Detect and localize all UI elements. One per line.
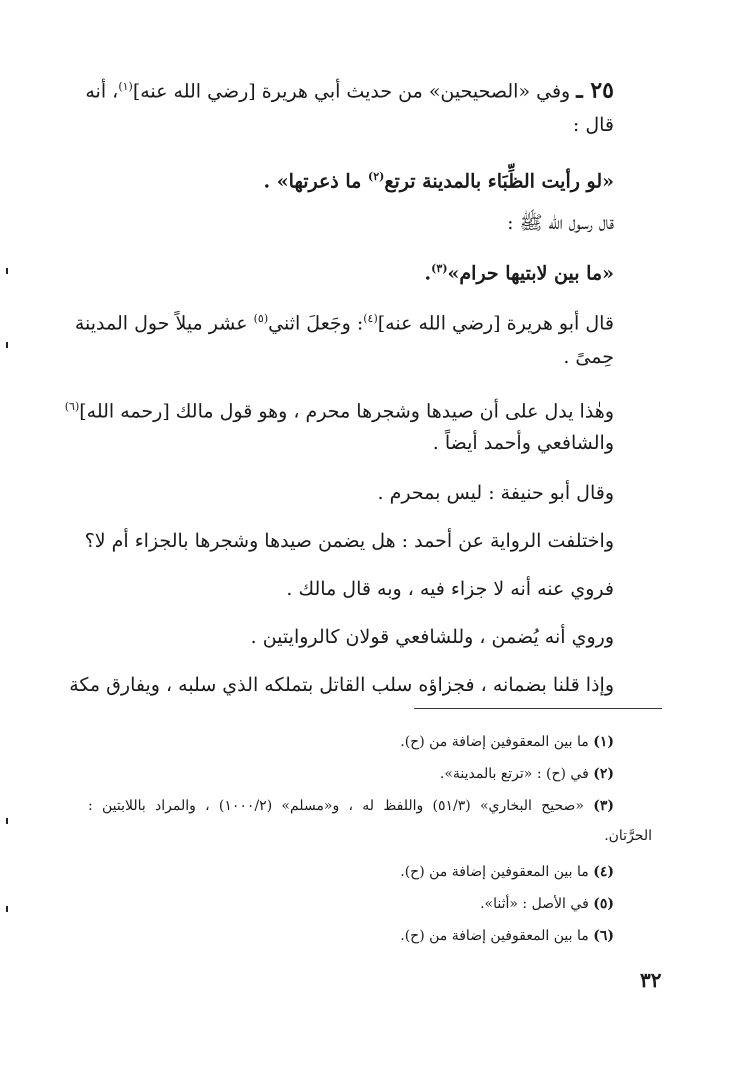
hadith-quote-2: [425, 256, 614, 286]
narration-intro: قال رسول الله ﷺ :: [507, 212, 614, 234]
paragraph-25-line-2: قال :: [572, 114, 614, 136]
footnote-number: (٤): [593, 864, 614, 880]
footnote-ref[interactable]: (١): [118, 80, 133, 93]
footnote-number: (٥): [593, 896, 614, 912]
footnote-ref[interactable]: (٢): [367, 170, 385, 183]
paragraph-if-compensated: وإذا قلنا بضمانه ، فجزاؤه سلب القاتل بتملكه الذي سلبه ، ويفارق مكة: [69, 674, 614, 696]
footnote-text: «صحيح البخاري» (٥١/٣) واللفظ له ، و«مسلم» (١٠٠٠/٢) ، والمراد باللابتين :: [88, 798, 584, 814]
text-segment: ما ذعرتها» .: [263, 170, 362, 193]
text-segment: «لو رأيت الظِّبَاء بالمدينة ترتع: [384, 170, 614, 193]
footnote-number: (١): [593, 734, 614, 750]
footnote-text: ما بين المعقوفين إضافة من (ح).: [400, 864, 589, 880]
text-segment: .: [424, 262, 432, 285]
scan-mark: [6, 906, 8, 912]
footnote-text: في (ح) : «ترتع بالمدينة».: [439, 766, 589, 782]
text-segment: وفي «الصحيحين» من حديث أبي هريرة [رضي الله عنه]: [132, 80, 571, 103]
paragraph-25-line-1: [85, 74, 614, 104]
item-number: ٢٥ ـ: [576, 77, 614, 104]
footnote-text: في الأصل : «أثنا».: [480, 896, 589, 912]
text-segment: وهٰذا يدل على أن صيدها وشجرها محرم ، وهو قول مالك [رحمه الله]: [79, 400, 614, 423]
page-number: ٣٢: [640, 968, 662, 992]
footnote-6: [400, 926, 614, 946]
footnote-5: [480, 894, 614, 914]
footnote-3-line-2: الحرَّتان.: [604, 828, 652, 844]
footnote-number: (٢): [593, 766, 614, 782]
text-segment: قال أبو هريرة [رضي الله عنه]: [377, 312, 614, 335]
footnote-2: [440, 764, 614, 784]
footnote-separator: [414, 708, 662, 709]
scan-mark: [6, 268, 8, 274]
scan-mark: [6, 818, 8, 824]
footnote-text: ما بين المعقوفين إضافة من (ح).: [400, 734, 589, 750]
footnote-ref[interactable]: (٥): [253, 312, 269, 325]
footnote-ref[interactable]: (٣): [431, 262, 448, 275]
paragraph-narration-differs: واختلفت الرواية عن أحمد : هل يضمن صيدها وشجرها بالجزاء أم لا؟: [84, 530, 614, 552]
scan-mark: [6, 342, 8, 348]
paragraph-no-compensation: فروي عنه أنه لا جزاء فيه ، وبه قال مالك .: [286, 578, 614, 600]
footnote-number: (٣): [593, 798, 614, 814]
footnote-1: [400, 732, 614, 752]
text-segment: ، أنه: [85, 80, 119, 103]
paragraph-abu-hurayra-line-1: [74, 306, 614, 336]
paragraph-abu-hanifa: وقال أبو حنيفة : ليس بمحرم .: [377, 482, 614, 504]
paragraph-compensated: وروي أنه يُضمن ، وللشافعي قولان كالروايتين .: [250, 626, 614, 648]
hadith-quote-1: [264, 164, 614, 194]
paragraph-ruling-line-2: والشافعي وأحمد أيضاً .: [432, 432, 614, 454]
text-segment: «ما بين لابتيها حرام»: [447, 262, 614, 285]
footnote-3: [88, 796, 614, 816]
footnote-ref[interactable]: (٦): [64, 400, 80, 413]
text-segment: : وجَعلَ اثني: [268, 312, 364, 335]
footnote-4: [400, 862, 614, 882]
text-segment: عشر ميلاً حول المدينة: [74, 312, 248, 335]
footnote-ref[interactable]: (٤): [363, 312, 378, 325]
footnote-text: ما بين المعقوفين إضافة من (ح).: [400, 928, 589, 944]
paragraph-ruling-line-1: [64, 394, 614, 424]
footnote-number: (٦): [593, 928, 614, 944]
paragraph-abu-hurayra-line-2: حِمىً .: [563, 346, 614, 368]
